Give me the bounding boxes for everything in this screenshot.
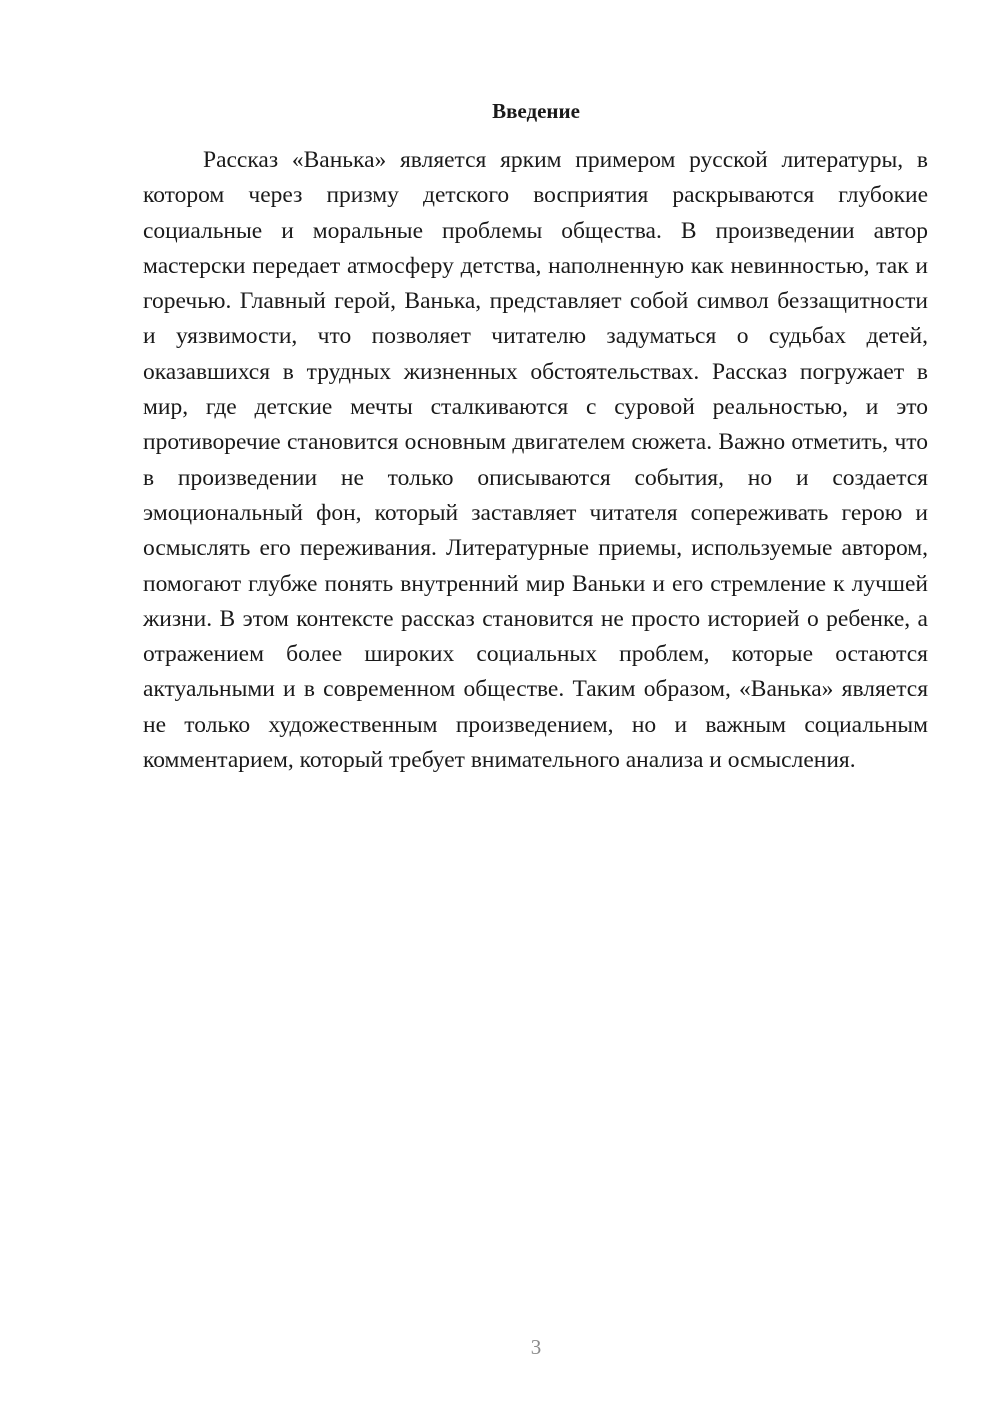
body-paragraph: Рассказ «Ванька» является ярким примером русской литературы, в котором через призму детского восприятия раскрываются глубокие социальные и моральные проблемы общества. В произведении автор мастерски передает атмосферу детства, наполненную как невинностью, так и горечью. Главный герой, Ванька, представляет собой символ беззащитности и уязвимости, что позволяет читателю задуматься о судьбах детей, оказавшихся в трудных жизненных обстоятельствах. Рассказ погружает в мир, где детские мечты сталкиваются с суровой реальностью, и это противоречие становится основным двигателем сюжета. Важно отметить, что в произведении не только описываются события, но и создается эмоциональный фон, который заставляет читателя сопереживать герою и осмыслять его переживания. Литературные приемы, используемые автором, помогают глубже понять внутренний мир Ваньки и его стремление к лучшей жизни. В этом контексте рассказ становится не просто историей о ребенке, а отражением более широких социальных проблем, которые остаются актуальными и в современном обществе. Таким образом, «Ванька» является не только художественным произведением, но и важным социальным комментарием, который требует внимательного анализа и осмысления. xyxy=(143,147,928,774)
section-heading: Введение xyxy=(492,99,580,123)
page-number: 3 xyxy=(530,1335,542,1359)
